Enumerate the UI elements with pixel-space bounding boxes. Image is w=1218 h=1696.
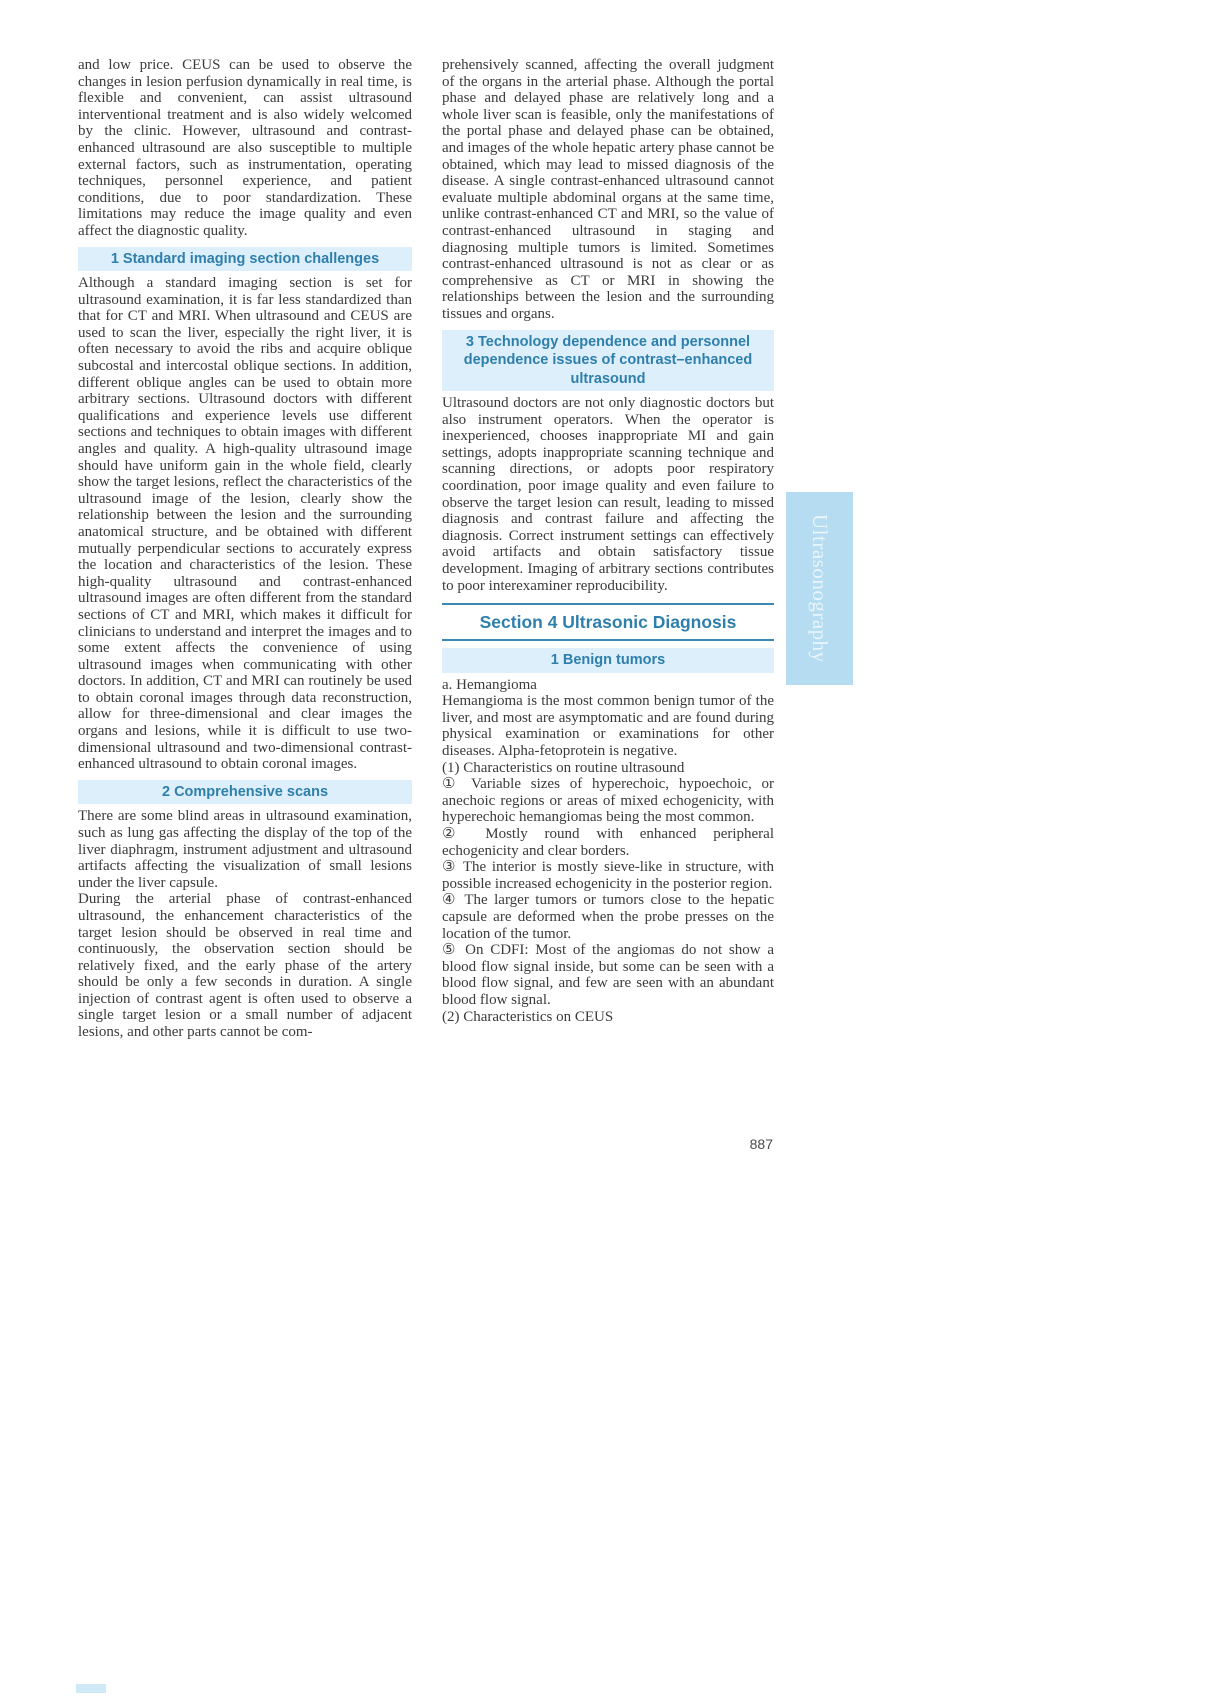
chapter-side-tab-label: Ultrasonography xyxy=(808,514,832,663)
paragraph: Although a standard imaging section is set for ultrasound examination, it is far less standardized than that for CT and MRI. When ultrasound and CEUS are used to scan the liver, especially the right liver, it is often necessary to avoid the ribs and acquire oblique subcostal and intercostal oblique sections. In addition, different oblique angles can be used to obtain more arbitrary sections. Ultrasound doctors with different qualifications and experience levels use different sections and techniques to obtain images with different angles and quality. A high-quality ultrasound image should have uniform gain in the whole field, clearly show the target lesions, reflect the characteristics of the ultrasound image of the lesion, clearly show the relationship between the lesion and the surrounding anatomical structure, and be obtained with different mutually perpendicular sections to accurately express the location and characteristics of the lesion. These high-quality ultrasound and contrast-enhanced ultrasound images are often different from the standard sections of CT and MRI, which makes it difficult for clinicians to understand and interpret the images and to some extent affects the convenience of using ultrasound images when communicating with other doctors. In addition, CT and MRI can routinely be used to obtain coronal images through data reconstruction, allow for three-dimensional and clear images the organs and lesions, while it is difficult to use two-dimensional ultrasound and two-dimensional contrast-enhanced ultrasound to obtain coronal images. xyxy=(78,275,412,773)
paragraph: Ultrasound doctors are not only diagnostic doctors but also instrument operators. When the operator is inexperienced, chooses inappropriate MI and gain settings, adopts inappropriate scanning technique and scanning directions, or adopts poor respiratory coordination, poor image quality and even failure to observe the target lesion can result, leading to missed diagnosis and contrast failure and affecting the diagnosis. Correct instrument settings can effectively avoid artifacts and obtain satisfactory tissue development. Imaging of arbitrary sections contributes to poor interexaminer reproducibility. xyxy=(442,395,774,594)
paragraph: There are some blind areas in ultrasound examination, such as lung gas affecting the display of the top of the liver diaphragm, instrument adjustment and ultrasound artifacts affecting the visualization of small lesions under the liver capsule. xyxy=(78,808,412,891)
subsection-heading-3: 3 Technology dependence and personnel dependence issues of contrast–enhanced ultrasound xyxy=(442,330,774,392)
right-text-column xyxy=(442,57,774,1025)
subsection-heading-benign-tumors: 1 Benign tumors xyxy=(442,648,774,673)
page-number: 887 xyxy=(749,1136,773,1152)
footer-decoration-mark xyxy=(76,1684,106,1693)
subsection-heading-2: 2 Comprehensive scans xyxy=(78,780,412,805)
subsection-heading-1: 1 Standard imaging section challenges xyxy=(78,247,412,272)
left-text-column xyxy=(78,57,412,1041)
paragraph: and low price. CEUS can be used to observe the changes in lesion perfusion dynamically in real time, is flexible and convenient, can assist ultrasound interventional treatment and is also widely welcomed by the clinic. However, ultrasound and contrast-enhanced ultrasound are also susceptible to multiple external factors, such as instrumentation, operating techniques, personnel experience, and patient conditions, due to poor standardization. These limitations may reduce the image quality and even affect the diagnostic quality. xyxy=(78,57,412,239)
paragraph: During the arterial phase of contrast-enhanced ultrasound, the enhancement characteristics of the target lesion should be observed in real time and continuously, the observation section should be relatively fixed, and the early phase of the artery should be only a few seconds in duration. A single injection of contrast agent is often used to observe a single target lesion or a small number of adjacent lesions, and other parts cannot be com- xyxy=(78,891,412,1041)
chapter-side-tab xyxy=(786,492,853,685)
paragraph: prehensively scanned, affecting the overall judgment of the organs in the arterial phase. Although the portal phase and delayed phase are relatively long and a whole liver scan is feasible, only the manifestations of the portal phase and delayed phase can be obtained, and images of the whole hepatic artery phase cannot be obtained, which may lead to missed diagnosis of the disease. A single contrast-enhanced ultrasound cannot evaluate multiple abdominal organs at the same time, unlike contrast-enhanced CT and MRI, so the value of contrast-enhanced ultrasound in staging and diagnosing multiple tumors is limited. Sometimes contrast-enhanced ultrasound is not as clear or as comprehensive as CT or MRI in showing the relationships between the lesion and the surrounding tissues and organs. xyxy=(442,57,774,322)
section-heading: Section 4 Ultrasonic Diagnosis xyxy=(442,603,774,641)
list-item: ④ The larger tumors or tumors close to the hepatic capsule are deformed when the probe presses on the location of the tumor. xyxy=(442,892,774,942)
list-item: ⑤ On CDFI: Most of the angiomas do not show a blood flow signal inside, but some can be seen with a blood flow signal, and few are seen with an abundant blood flow signal. xyxy=(442,942,774,1008)
paragraph: Hemangioma is the most common benign tumor of the liver, and most are asymptomatic and are found during physical examination or examinations for other diseases. Alpha-fetoprotein is negative. xyxy=(442,693,774,759)
ceus-label: (2) Characteristics on CEUS xyxy=(442,1008,614,1025)
list-item: ③ The interior is mostly sieve-like in structure, with possible increased echogenicity in the posterior region. xyxy=(442,859,774,892)
routine-ultrasound-label: (1) Characteristics on routine ultrasound xyxy=(442,759,685,776)
hemangioma-label: a. Hemangioma xyxy=(442,676,537,693)
list-item: ② Mostly round with enhanced peripheral echogenicity and clear borders. xyxy=(442,825,774,859)
list-item: ① Variable sizes of hyperechoic, hypoechoic, or anechoic regions or areas of mixed echogenicity, with hyperechoic hemangiomas being the most common. xyxy=(442,776,774,826)
